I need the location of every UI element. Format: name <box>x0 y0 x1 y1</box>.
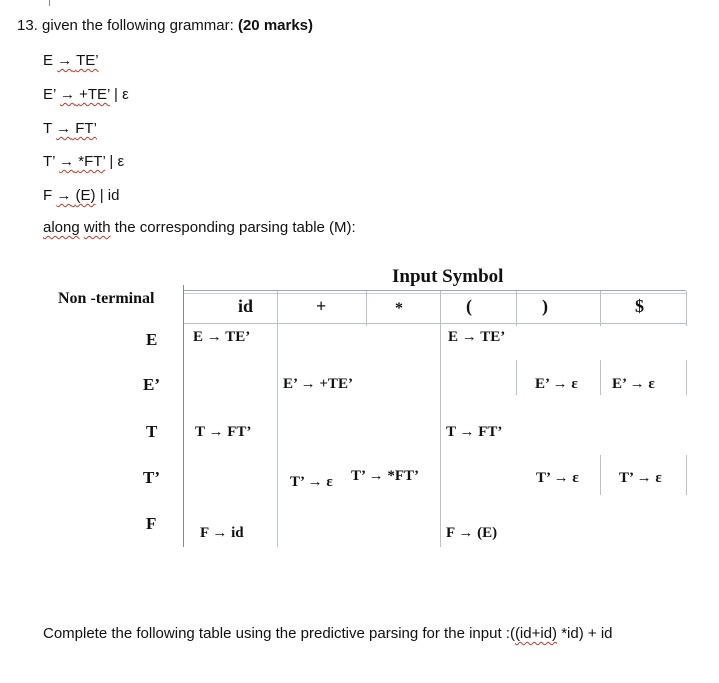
col-divider-3 <box>440 291 441 547</box>
table-header-line <box>183 323 686 324</box>
col-divider-6a <box>686 291 687 326</box>
nonterminal-header: Non -terminal <box>58 290 155 307</box>
cell-Eprime-dollar: E’ → ε <box>612 376 655 392</box>
grammar-rule-2: E’ → +TE’ | ε <box>43 86 129 103</box>
cell-T-id: T → FT’ <box>195 424 252 440</box>
col-divider-6c <box>686 455 687 495</box>
cell-Eprime-rparen: E’ → ε <box>535 376 578 392</box>
col-divider-6b <box>686 360 687 395</box>
question-title: 13. given the following grammar: (20 marks) <box>17 17 314 34</box>
row-label-Tprime: T’ <box>143 468 160 487</box>
instruction-text: Complete the following table using the predictive parsing for the input :((id+id) *id) + id <box>43 625 613 642</box>
grammar-rule-4: T’ → *FT’ | ε <box>43 153 125 170</box>
cell-Tprime-dollar: T’ → ε <box>619 470 662 486</box>
cell-Tprime-plus: T’ → ε <box>290 474 333 490</box>
cell-Tprime-star: T’ → *FT’ <box>351 468 420 484</box>
symbol-plus: + <box>316 296 327 316</box>
table-top-line-2 <box>183 293 686 294</box>
grammar-rule-3: T → FT’ <box>43 120 97 137</box>
symbol-lparen: ( <box>466 296 472 316</box>
col-divider-1 <box>277 291 278 547</box>
symbol-dollar: $ <box>635 296 644 316</box>
table-intro: along with the corresponding parsing table (M): <box>43 219 356 236</box>
row-label-Eprime: E’ <box>143 375 160 394</box>
row-label-E: E <box>146 330 158 349</box>
page-edge-mark <box>49 0 50 6</box>
col-divider-5c <box>600 455 601 495</box>
col-divider-2a <box>366 291 367 326</box>
col-divider-0 <box>183 285 184 547</box>
grammar-rule-1: E → TE’ <box>43 52 99 69</box>
grammar-rule-5: F → (E) | id <box>43 187 120 204</box>
cell-F-lparen: F → (E) <box>446 525 498 541</box>
symbol-rparen: ) <box>542 296 548 316</box>
symbol-star: * <box>395 300 403 317</box>
col-divider-4a <box>516 291 517 326</box>
cell-Tprime-rparen: T’ → ε <box>536 470 579 486</box>
cell-Eprime-plus: E’ → +TE’ <box>283 376 353 392</box>
row-label-T: T <box>146 422 158 441</box>
col-divider-4b <box>516 360 517 395</box>
col-divider-5a <box>600 291 601 326</box>
col-divider-5b <box>600 360 601 395</box>
cell-T-lparen: T → FT’ <box>446 424 503 440</box>
cell-E-lparen: E → TE’ <box>448 329 506 345</box>
row-label-F: F <box>146 514 157 533</box>
cell-E-id: E → TE’ <box>193 329 251 345</box>
input-symbol-header: Input Symbol <box>392 266 504 287</box>
symbol-id: id <box>238 296 254 316</box>
cell-F-id: F → id <box>200 525 244 541</box>
table-top-line <box>183 290 686 291</box>
